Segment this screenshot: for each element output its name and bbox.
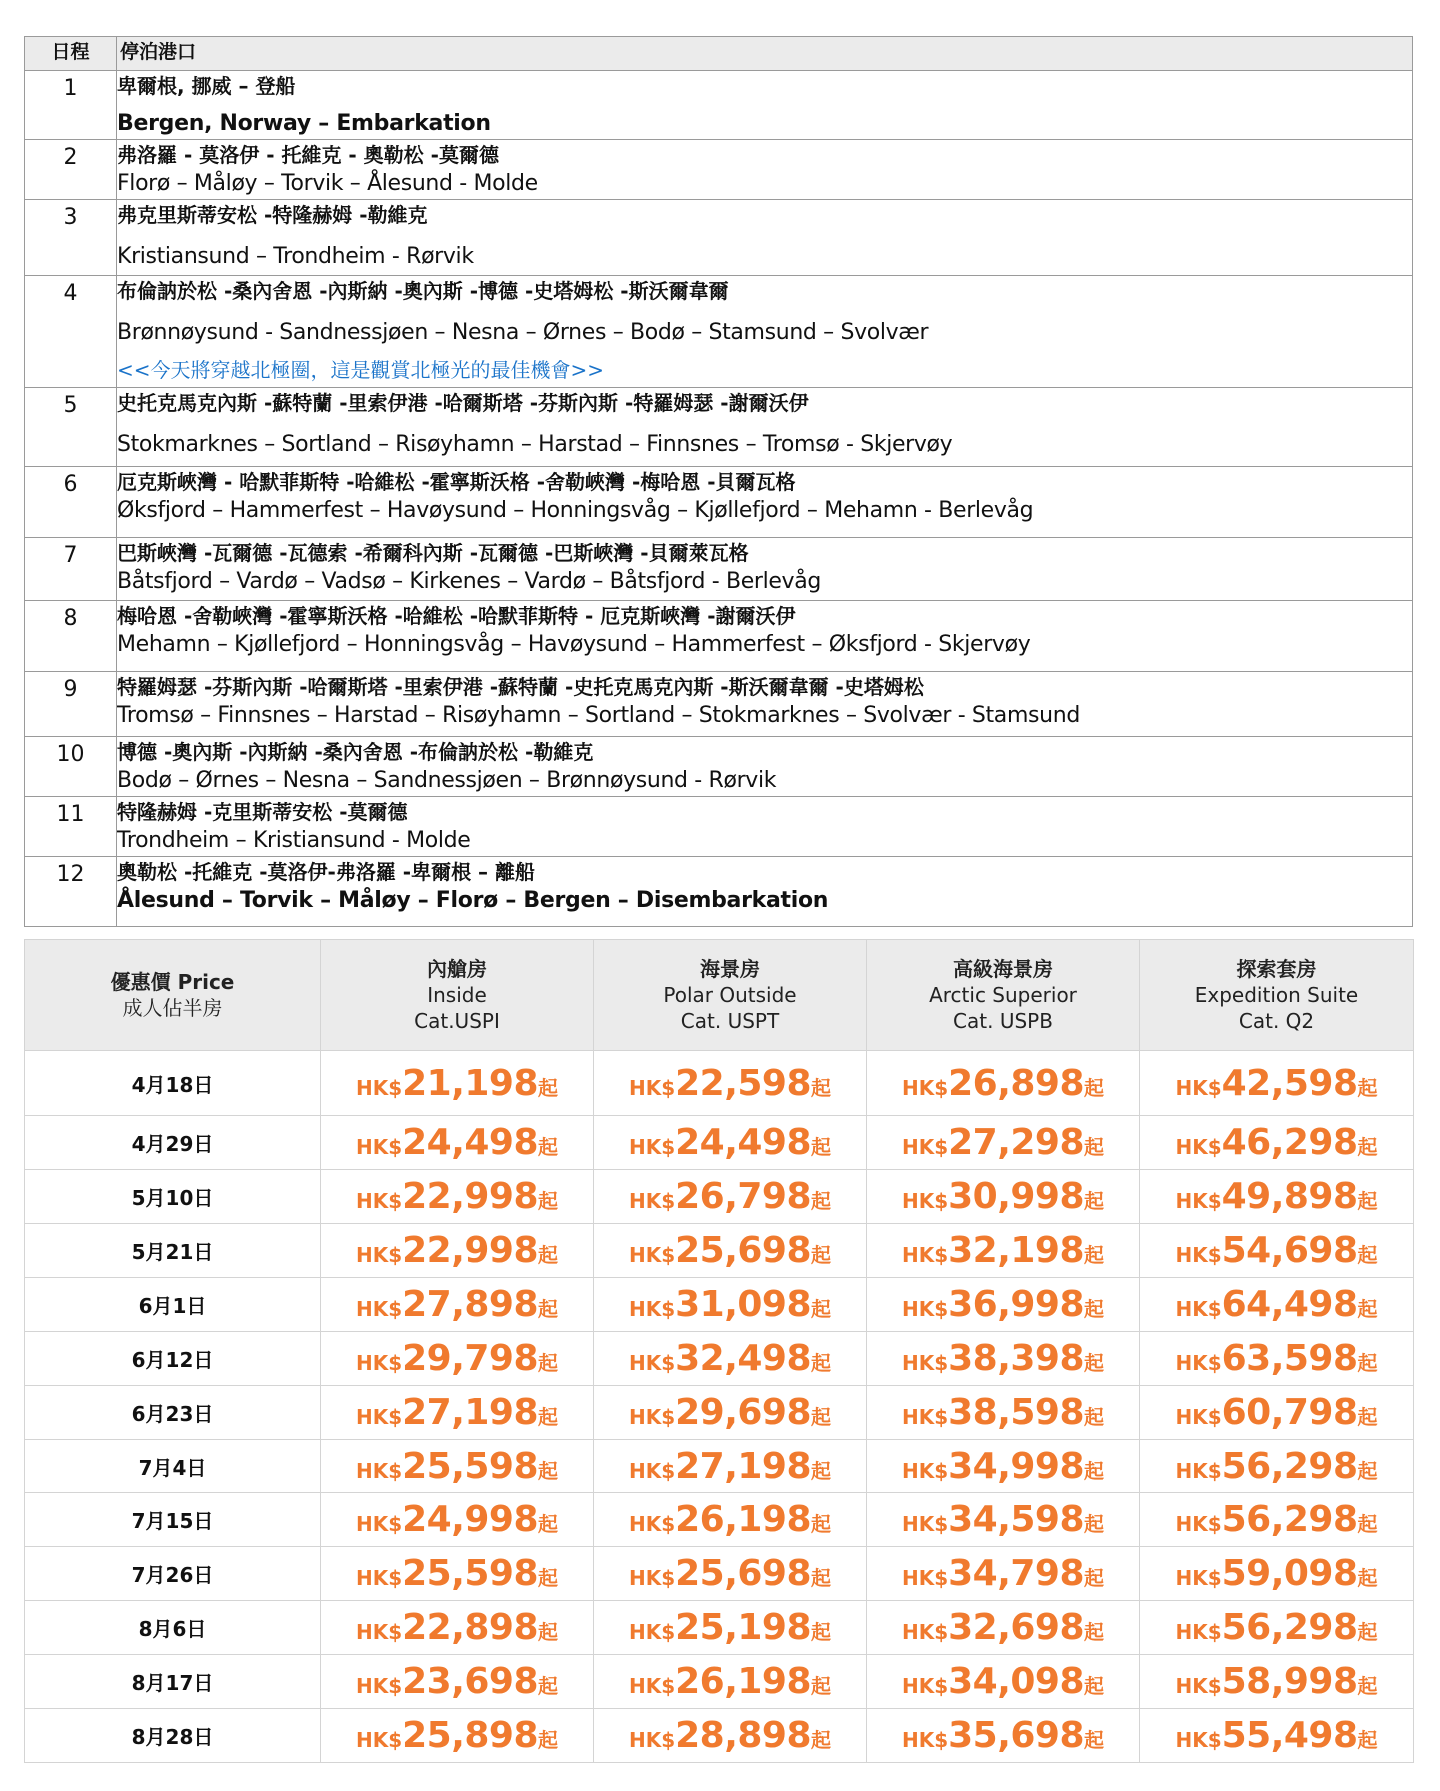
price-from-suffix: 起	[538, 1075, 559, 1100]
ports-english: Kristiansund – Trondheim - Rørvik	[117, 243, 474, 269]
price-from-suffix: 起	[1357, 1075, 1378, 1100]
price-amount: 22,998	[402, 1176, 539, 1218]
price-from-suffix: 起	[811, 1075, 832, 1100]
currency-label: HK$	[628, 1189, 676, 1214]
ports-english: Bodø – Ørnes – Nesna – Sandnessjøen – Brønnøysund - Rørvik	[117, 767, 777, 793]
price-amount: 24,498	[402, 1122, 539, 1164]
day-number: 9	[63, 677, 78, 703]
price-from-suffix: 起	[811, 1242, 832, 1267]
currency-label: HK$	[901, 1242, 949, 1267]
ports-english: Brønnøysund - Sandnessjøen – Nesna – Ørnes – Bodø – Stamsund – Svolvær	[117, 320, 929, 346]
price-amount: 49,898	[1221, 1176, 1358, 1218]
price-from-suffix: 起	[1084, 1075, 1105, 1100]
price-cell	[867, 1331, 1140, 1385]
price-amount: 29,798	[402, 1337, 539, 1379]
price-row	[25, 1601, 1414, 1655]
currency-label: HK$	[1175, 1674, 1222, 1699]
cabin-header-inside: 內艙房 Inside Cat.USPI	[321, 940, 594, 1051]
currency-label: HK$	[901, 1135, 949, 1160]
sailing-date: 5月10日	[25, 1170, 321, 1224]
day-number: 7	[63, 542, 78, 568]
price-amount: 56,298	[1221, 1445, 1358, 1487]
price-from-suffix: 起	[1357, 1404, 1378, 1429]
currency-label: HK$	[628, 1728, 676, 1753]
sailing-date: 8月17日	[25, 1655, 321, 1709]
price-amount: 27,198	[402, 1391, 539, 1433]
price-row	[25, 1709, 1414, 1763]
price-cell	[867, 1170, 1140, 1224]
price-cell	[1140, 1116, 1414, 1170]
price-from-suffix: 起	[811, 1404, 832, 1429]
price-from-suffix: 起	[1084, 1674, 1105, 1699]
price-amount: 27,898	[402, 1283, 539, 1325]
price-amount: 22,998	[402, 1229, 539, 1271]
price-amount: 24,998	[402, 1499, 539, 1541]
ports-chinese: 弗克里斯蒂安松 -特隆赫姆 -勒維克	[117, 202, 428, 227]
price-from-suffix: 起	[1084, 1620, 1105, 1645]
price-from-suffix: 起	[1084, 1350, 1105, 1375]
ports-english: Florø – Måløy – Torvik – Ålesund - Molde	[117, 170, 538, 196]
itinerary-row	[25, 388, 1413, 466]
price-amount: 60,798	[1221, 1391, 1358, 1433]
price-from-suffix: 起	[811, 1512, 832, 1537]
sailing-date: 6月12日	[25, 1331, 321, 1385]
price-amount: 25,598	[402, 1445, 539, 1487]
price-from-suffix: 起	[811, 1135, 832, 1160]
currency-label: HK$	[355, 1674, 403, 1699]
price-from-suffix: 起	[538, 1296, 559, 1321]
price-from-suffix: 起	[538, 1242, 559, 1267]
currency-label: HK$	[1175, 1296, 1222, 1321]
sailing-date: 8月28日	[25, 1709, 321, 1763]
sailing-date: 4月18日	[25, 1051, 321, 1116]
price-rows	[25, 1051, 1414, 1763]
currency-label: HK$	[355, 1566, 403, 1591]
price-cell	[867, 1709, 1140, 1763]
currency-label: HK$	[628, 1135, 676, 1160]
currency-label: HK$	[901, 1566, 949, 1591]
currency-label: HK$	[628, 1242, 676, 1267]
currency-label: HK$	[628, 1458, 676, 1483]
currency-label: HK$	[901, 1404, 949, 1429]
currency-label: HK$	[1175, 1075, 1222, 1100]
price-from-suffix: 起	[1084, 1566, 1105, 1591]
day-number: 2	[63, 144, 78, 170]
price-cell	[1140, 1051, 1414, 1116]
currency-label: HK$	[628, 1404, 676, 1429]
price-cell	[321, 1385, 594, 1439]
price-cell	[321, 1655, 594, 1709]
price-cell	[867, 1224, 1140, 1278]
price-cell	[867, 1385, 1140, 1439]
price-from-suffix: 起	[538, 1189, 559, 1214]
currency-label: HK$	[355, 1728, 403, 1753]
price-from-suffix: 起	[1084, 1135, 1105, 1160]
price-cell	[867, 1116, 1140, 1170]
price-row	[25, 1385, 1414, 1439]
price-amount: 22,898	[402, 1607, 539, 1649]
itinerary-row	[25, 139, 1413, 199]
price-amount: 31,098	[675, 1283, 812, 1325]
price-cell	[867, 1439, 1140, 1493]
price-row	[25, 1439, 1414, 1493]
price-amount: 34,798	[948, 1553, 1085, 1595]
price-amount: 25,698	[675, 1553, 812, 1595]
price-amount: 36,998	[948, 1283, 1085, 1325]
ports-english: Bergen, Norway – Embarkation	[117, 110, 491, 136]
price-amount: 21,198	[402, 1062, 539, 1104]
ports-chinese: 梅哈恩 -舍勒峽灣 -霍寧斯沃格 -哈維松 -哈默菲斯特 - 厄克斯峽灣 -謝爾沃伊	[117, 604, 796, 629]
price-from-suffix: 起	[1357, 1458, 1378, 1483]
price-from-suffix: 起	[1084, 1404, 1105, 1429]
price-amount: 28,898	[675, 1715, 812, 1757]
price-from-suffix: 起	[1084, 1458, 1105, 1483]
price-cell	[1140, 1655, 1414, 1709]
price-cell	[321, 1277, 594, 1331]
price-cell	[867, 1655, 1140, 1709]
ports-chinese: 厄克斯峽灣 - 哈默菲斯特 -哈維松 -霍寧斯沃格 -舍勒峽灣 -梅哈恩 -貝爾瓦格	[117, 469, 796, 494]
currency-label: HK$	[901, 1350, 949, 1375]
currency-label: HK$	[1175, 1458, 1222, 1483]
itinerary-row	[25, 199, 1413, 275]
price-amount: 58,998	[1221, 1661, 1358, 1703]
price-from-suffix: 起	[538, 1350, 559, 1375]
price-from-suffix: 起	[1084, 1728, 1105, 1753]
price-row	[25, 1051, 1414, 1116]
currency-label: HK$	[1175, 1728, 1222, 1753]
ports-chinese: 奧勒松 -托維克 -莫洛伊-弗洛羅 -卑爾根 – 離船	[117, 859, 536, 884]
sailing-date: 6月23日	[25, 1385, 321, 1439]
price-row	[25, 1170, 1414, 1224]
day-number: 8	[63, 606, 78, 632]
price-cell	[321, 1051, 594, 1116]
cabin-header-expedition-suite: 探索套房 Expedition Suite Cat. Q2	[1140, 940, 1414, 1051]
ports-chinese: 特隆赫姆 -克里斯蒂安松 -莫爾德	[117, 799, 408, 824]
itinerary-row	[25, 70, 1413, 139]
ports-chinese: 特羅姆瑟 -芬斯內斯 -哈爾斯塔 -里索伊港 -蘇特蘭 -史托克馬克內斯 -斯沃爾韋爾 -史塔姆松	[117, 675, 924, 700]
header-day: 日程	[25, 37, 117, 71]
price-cell	[321, 1547, 594, 1601]
sailing-date: 7月26日	[25, 1547, 321, 1601]
currency-label: HK$	[355, 1404, 403, 1429]
price-from-suffix: 起	[1357, 1512, 1378, 1537]
price-amount: 25,698	[675, 1229, 812, 1271]
price-from-suffix: 起	[538, 1674, 559, 1699]
price-from-suffix: 起	[1357, 1189, 1378, 1214]
price-cell	[867, 1547, 1140, 1601]
price-amount: 64,498	[1221, 1283, 1358, 1325]
sailing-date: 7月15日	[25, 1493, 321, 1547]
currency-label: HK$	[901, 1458, 949, 1483]
price-amount: 46,298	[1221, 1122, 1358, 1164]
ports-chinese: 巴斯峽灣 -瓦爾德 -瓦德索 -希爾科內斯 -瓦爾德 -巴斯峽灣 -貝爾萊瓦格	[117, 540, 749, 565]
price-row	[25, 1277, 1414, 1331]
header-port: 停泊港口	[117, 37, 1413, 71]
ports-chinese: 卑爾根, 挪威 – 登船	[117, 73, 296, 98]
price-amount: 38,398	[948, 1337, 1085, 1379]
price-amount: 32,198	[948, 1229, 1085, 1271]
price-amount: 26,798	[675, 1176, 812, 1218]
price-row	[25, 1655, 1414, 1709]
price-cell	[1140, 1439, 1414, 1493]
price-cell	[594, 1547, 867, 1601]
itinerary-row	[25, 601, 1413, 672]
currency-label: HK$	[628, 1296, 676, 1321]
sailing-date: 5月21日	[25, 1224, 321, 1278]
itinerary-row	[25, 537, 1413, 600]
price-from-suffix: 起	[538, 1404, 559, 1429]
currency-label: HK$	[355, 1075, 403, 1100]
currency-label: HK$	[355, 1135, 403, 1160]
currency-label: HK$	[628, 1620, 676, 1645]
price-table	[24, 939, 1414, 1763]
currency-label: HK$	[1175, 1620, 1222, 1645]
price-amount: 56,298	[1221, 1607, 1358, 1649]
price-cell	[867, 1277, 1140, 1331]
currency-label: HK$	[628, 1566, 676, 1591]
price-amount: 32,698	[948, 1607, 1085, 1649]
currency-label: HK$	[901, 1674, 949, 1699]
price-header-row	[25, 940, 1414, 1051]
ports-english: Tromsø – Finnsnes – Harstad – Risøyhamn – Sortland – Stokmarknes – Svolvær - Stamsund	[117, 703, 1080, 729]
price-from-suffix: 起	[1357, 1242, 1378, 1267]
price-cell	[1140, 1170, 1414, 1224]
price-amount: 55,498	[1221, 1715, 1358, 1757]
price-cell	[594, 1051, 867, 1116]
price-cell	[1140, 1331, 1414, 1385]
ports-english: Mehamn – Kjøllefjord – Honningsvåg – Havøysund – Hammerfest – Øksfjord - Skjervøy	[117, 632, 1031, 658]
price-from-suffix: 起	[811, 1296, 832, 1321]
ports-english: Ålesund – Torvik – Måløy – Florø – Bergen – Disembarkation	[117, 887, 829, 913]
price-amount: 26,898	[948, 1062, 1085, 1104]
currency-label: HK$	[355, 1242, 403, 1267]
currency-label: HK$	[355, 1296, 403, 1321]
price-cell	[1140, 1601, 1414, 1655]
price-amount: 38,598	[948, 1391, 1085, 1433]
currency-label: HK$	[1175, 1189, 1222, 1214]
itinerary-row	[25, 856, 1413, 926]
currency-label: HK$	[901, 1189, 949, 1214]
itinerary-row	[25, 672, 1413, 736]
price-from-suffix: 起	[1084, 1242, 1105, 1267]
ports-english: Stokmarknes – Sortland – Risøyhamn – Harstad – Finnsnes – Tromsø - Skjervøy	[117, 432, 953, 458]
price-cell	[867, 1051, 1140, 1116]
price-amount: 34,098	[948, 1661, 1085, 1703]
price-from-suffix: 起	[1084, 1189, 1105, 1214]
currency-label: HK$	[901, 1620, 949, 1645]
price-amount: 32,498	[675, 1337, 812, 1379]
price-from-suffix: 起	[811, 1189, 832, 1214]
price-cell	[594, 1439, 867, 1493]
price-from-suffix: 起	[811, 1674, 832, 1699]
price-amount: 24,498	[675, 1122, 812, 1164]
price-row	[25, 1547, 1414, 1601]
currency-label: HK$	[1175, 1404, 1222, 1429]
currency-label: HK$	[1175, 1242, 1222, 1267]
price-amount: 54,698	[1221, 1229, 1358, 1271]
price-cell	[594, 1331, 867, 1385]
price-amount: 23,698	[402, 1661, 539, 1703]
price-cell	[594, 1277, 867, 1331]
price-from-suffix: 起	[1357, 1620, 1378, 1645]
currency-label: HK$	[1175, 1135, 1222, 1160]
sailing-date: 8月6日	[25, 1601, 321, 1655]
price-amount: 59,098	[1221, 1553, 1358, 1595]
price-row	[25, 1331, 1414, 1385]
price-from-suffix: 起	[1357, 1566, 1378, 1591]
price-from-suffix: 起	[538, 1135, 559, 1160]
cabin-header-arctic-superior: 高級海景房 Arctic Superior Cat. USPB	[867, 940, 1140, 1051]
price-amount: 25,898	[402, 1715, 539, 1757]
price-amount: 35,698	[948, 1715, 1085, 1757]
currency-label: HK$	[355, 1620, 403, 1645]
currency-label: HK$	[355, 1189, 403, 1214]
price-cell	[1140, 1277, 1414, 1331]
price-cell	[594, 1385, 867, 1439]
price-from-suffix: 起	[1084, 1296, 1105, 1321]
price-amount: 56,298	[1221, 1499, 1358, 1541]
itinerary-row	[25, 736, 1413, 796]
currency-label: HK$	[628, 1075, 676, 1100]
price-cell	[321, 1601, 594, 1655]
ports-english: Trondheim – Kristiansund - Molde	[117, 827, 471, 853]
ports-english: Båtsfjord – Vardø – Vadsø – Kirkenes – Vardø – Båtsfjord - Berlevåg	[117, 568, 821, 594]
arctic-circle-note: <<今天將穿越北極圈，這是觀賞北極光的最佳機會>>	[117, 358, 605, 383]
sailing-date: 7月4日	[25, 1439, 321, 1493]
price-from-suffix: 起	[538, 1728, 559, 1753]
sailing-date: 4月29日	[25, 1116, 321, 1170]
currency-label: HK$	[628, 1674, 676, 1699]
price-cell	[594, 1709, 867, 1763]
ports-english: Øksfjord – Hammerfest – Havøysund – Honningsvåg – Kjøllefjord – Mehamn - Berlevåg	[117, 497, 1034, 523]
price-from-suffix: 起	[538, 1620, 559, 1645]
price-from-suffix: 起	[811, 1566, 832, 1591]
price-from-suffix: 起	[1357, 1728, 1378, 1753]
price-from-suffix: 起	[1357, 1296, 1378, 1321]
price-amount: 34,598	[948, 1499, 1085, 1541]
price-from-suffix: 起	[538, 1512, 559, 1537]
price-cell	[594, 1170, 867, 1224]
currency-label: HK$	[355, 1512, 403, 1537]
day-number: 3	[63, 204, 78, 230]
price-cell	[1140, 1385, 1414, 1439]
currency-label: HK$	[901, 1728, 949, 1753]
price-amount: 27,298	[948, 1122, 1085, 1164]
price-amount: 26,198	[675, 1499, 812, 1541]
price-cell	[867, 1493, 1140, 1547]
currency-label: HK$	[355, 1458, 403, 1483]
price-amount: 22,598	[675, 1062, 812, 1104]
price-row	[25, 1493, 1414, 1547]
price-amount: 26,198	[675, 1661, 812, 1703]
currency-label: HK$	[628, 1350, 676, 1375]
currency-label: HK$	[628, 1512, 676, 1537]
price-cell	[321, 1170, 594, 1224]
day-number: 6	[63, 471, 78, 497]
price-cell	[1140, 1547, 1414, 1601]
price-row	[25, 1116, 1414, 1170]
itinerary-row	[25, 796, 1413, 856]
price-cell	[594, 1493, 867, 1547]
price-cell	[867, 1601, 1140, 1655]
price-cell	[321, 1116, 594, 1170]
price-amount: 25,198	[675, 1607, 812, 1649]
price-amount: 25,598	[402, 1553, 539, 1595]
price-amount: 27,198	[675, 1445, 812, 1487]
price-header-label: 優惠價 Price 成人佔半房	[25, 940, 321, 1051]
price-cell	[594, 1655, 867, 1709]
price-cell	[321, 1493, 594, 1547]
currency-label: HK$	[1175, 1566, 1222, 1591]
itinerary-table	[24, 36, 1413, 927]
day-number: 10	[56, 741, 85, 767]
price-amount: 34,998	[948, 1445, 1085, 1487]
price-amount: 29,698	[675, 1391, 812, 1433]
price-from-suffix: 起	[538, 1458, 559, 1483]
currency-label: HK$	[355, 1350, 403, 1375]
price-cell	[1140, 1224, 1414, 1278]
day-number: 1	[63, 75, 78, 101]
itinerary-header-row	[25, 37, 1413, 71]
price-from-suffix: 起	[811, 1350, 832, 1375]
price-amount: 63,598	[1221, 1337, 1358, 1379]
price-cell	[321, 1331, 594, 1385]
ports-chinese: 博德 -奧內斯 -內斯納 -桑內舍恩 -布倫訥於松 -勒維克	[117, 739, 594, 764]
currency-label: HK$	[901, 1075, 949, 1100]
itinerary-row	[25, 276, 1413, 388]
ports-chinese: 布倫訥於松 -桑內舍恩 -內斯納 -奧內斯 -博德 -史塔姆松 -斯沃爾韋爾	[117, 279, 729, 304]
price-amount: 30,998	[948, 1176, 1085, 1218]
ports-chinese: 史托克馬克內斯 -蘇特蘭 -里索伊港 -哈爾斯塔 -芬斯內斯 -特羅姆瑟 -謝爾沃伊	[117, 391, 809, 416]
price-cell	[594, 1601, 867, 1655]
price-cell	[321, 1439, 594, 1493]
price-from-suffix: 起	[1357, 1350, 1378, 1375]
price-from-suffix: 起	[1357, 1674, 1378, 1699]
price-amount: 42,598	[1221, 1062, 1358, 1104]
sailing-date: 6月1日	[25, 1277, 321, 1331]
price-cell	[594, 1116, 867, 1170]
currency-label: HK$	[1175, 1512, 1222, 1537]
day-number: 12	[56, 861, 85, 887]
currency-label: HK$	[1175, 1350, 1222, 1375]
price-cell	[594, 1224, 867, 1278]
ports-chinese: 弗洛羅 - 莫洛伊 - 托維克 - 奧勒松 -莫爾德	[117, 142, 499, 167]
day-number: 4	[63, 281, 78, 307]
day-number: 5	[63, 393, 78, 419]
itinerary-row	[25, 466, 1413, 537]
day-number: 11	[56, 801, 85, 827]
cabin-header-polar-outside: 海景房 Polar Outside Cat. USPT	[594, 940, 867, 1051]
price-from-suffix: 起	[1357, 1135, 1378, 1160]
currency-label: HK$	[901, 1296, 949, 1321]
price-cell	[1140, 1709, 1414, 1763]
price-from-suffix: 起	[811, 1620, 832, 1645]
price-from-suffix: 起	[538, 1566, 559, 1591]
price-cell	[321, 1709, 594, 1763]
price-from-suffix: 起	[811, 1458, 832, 1483]
price-cell	[321, 1224, 594, 1278]
price-cell	[1140, 1493, 1414, 1547]
price-from-suffix: 起	[811, 1728, 832, 1753]
price-row	[25, 1224, 1414, 1278]
currency-label: HK$	[901, 1512, 949, 1537]
price-from-suffix: 起	[1084, 1512, 1105, 1537]
